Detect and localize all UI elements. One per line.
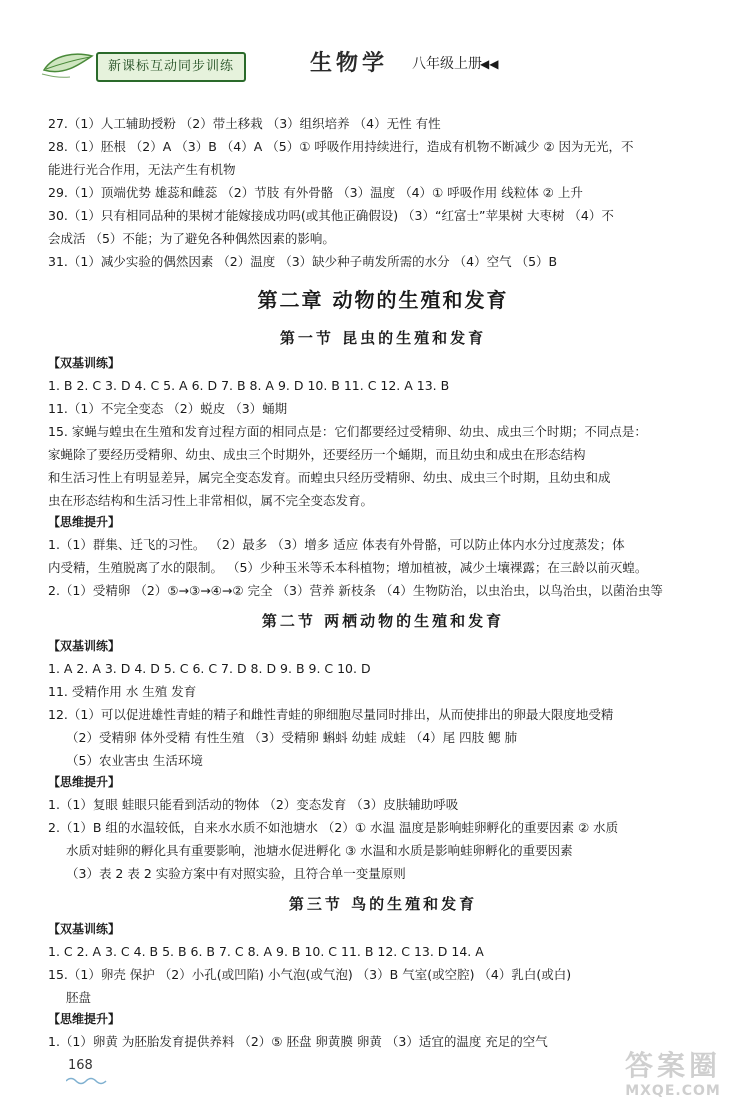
answer-line: 11.（1）不完全变态 （2）蜕皮 （3）蛹期 xyxy=(48,401,288,416)
subsection-label: 【思维提升】 xyxy=(48,515,121,529)
double-arrow-icon: ◀◀ xyxy=(480,57,499,71)
answer-line: 水质对蛙卵的孵化具有重要影响，池塘水促进孵化 ③ 水温和水质是影响蛙卵孵化的重要因素 xyxy=(66,843,573,858)
answer-line: 15.（1）卵壳 保护 （2）小孔(或凹陷) 小气泡(或气泡) （3）B 气室(或空腔) （4）乳白(或白) xyxy=(48,967,572,982)
page-header xyxy=(40,44,720,84)
answer-line: 1.（1）复眼 蛙眼只能看到活动的物体 （2）变态发育 （3）皮肤辅助呼吸 xyxy=(48,797,459,812)
wave-ornament-icon xyxy=(66,1076,110,1086)
section-title: 第二节 两栖动物的生殖和发育 xyxy=(261,612,505,630)
answer-line: 会成活 （5）不能；为了避免各种偶然因素的影响。 xyxy=(48,231,335,246)
answer-line: （3）表 2 表 2 实验方案中有对照实验，且符合单一变量原则 xyxy=(66,866,406,881)
watermark-logo: 答案圈 xyxy=(624,1049,721,1082)
answer-line: 27.（1）人工辅助授粉 （2）带土移栽 （3）组织培养 （4）无性 有性 xyxy=(48,116,441,131)
answer-line: 和生活习性上有明显差异，属完全变态发育。而蝗虫只经历受精卵、幼虫、成虫三个时期，且幼虫和成 xyxy=(48,470,611,485)
subsection-label: 【双基训练】 xyxy=(48,922,121,936)
series-banner: 新课标互动同步训练 xyxy=(96,52,246,82)
answer-line: 1.（1）卵黄 为胚胎发育提供养料 （2）⑤ 胚盘 卵黄膜 卵黄 （3）适宜的温度 充足的空气 xyxy=(48,1034,548,1049)
answer-line: 虫在形态结构和生活习性上非常相似，属不完全变态发育。 xyxy=(48,493,374,508)
chapter-title: 第二章 动物的生殖和发育 xyxy=(257,288,509,312)
grade-label: 八年级上册 xyxy=(412,56,482,72)
answer-line: 胚盘 xyxy=(66,990,92,1005)
watermark xyxy=(612,1050,734,1100)
answer-line: 31.（1）减少实验的偶然因素 （2）温度 （3）缺少种子萌发所需的水分 （4）空气 （5）B xyxy=(48,254,558,269)
answer-line: 家蝇除了要经历受精卵、幼虫、成虫三个时期外，还要经历一个蛹期，而且幼虫和成虫在形态结构 xyxy=(48,447,586,462)
section-title: 第三节 鸟的生殖和发育 xyxy=(288,895,478,913)
answer-line: （2）受精卵 体外受精 有性生殖 （3）受精卵 蝌蚪 幼蛙 成蛙 （4）尾 四肢 鳃 肺 xyxy=(66,730,518,745)
answer-line: 1.（1）群集、迁飞的习性。 （2）最多 （3）增多 适应 体表有外骨骼，可以防止体内水分过度蒸发；体 xyxy=(48,537,625,552)
answer-line: （5）农业害虫 生活环境 xyxy=(66,753,203,768)
subsection-label: 【思维提升】 xyxy=(48,1012,121,1026)
leaf-icon xyxy=(40,50,96,82)
answer-line: 2.（1）B 组的水温较低，自来水水质不如池塘水 （2）① 水温 温度是影响蛙卵孵化的重要因素 ② 水质 xyxy=(48,820,619,835)
answer-line: 能进行光合作用，无法产生有机物 xyxy=(48,162,236,177)
answer-line: 1. A 2. A 3. D 4. D 5. C 6. C 7. D 8. D 9. B 9. C 10. D xyxy=(48,661,371,676)
subject-title: 生物学 xyxy=(310,50,389,76)
answer-content xyxy=(48,112,718,1053)
answer-line: 11. 受精作用 水 生殖 发育 xyxy=(48,684,197,699)
answer-line: 内受精，生殖脱离了水的限制。 （5）少种玉米等禾本科植物；增加植被，减少土壤裸露；在三龄以前灭蝗。 xyxy=(48,560,648,575)
answer-line: 28.（1）胚根 （2）A （3）B （4）A （5）① 呼吸作用持续进行，造成有机物不断减少 ② 因为无光，不 xyxy=(48,139,634,154)
subsection-label: 【思维提升】 xyxy=(48,775,121,789)
page-number: 168 xyxy=(68,1058,93,1073)
answer-line: 12.（1）可以促进雄性青蛙的精子和雌性青蛙的卵细胞尽量同时排出，从而使排出的卵最大限度地受精 xyxy=(48,707,614,722)
section-title: 第一节 昆虫的生殖和发育 xyxy=(279,329,487,347)
subsection-label: 【双基训练】 xyxy=(48,356,121,370)
answer-line: 2.（1）受精卵 （2）⑤→③→④→② 完全 （3）营养 新枝条 （4）生物防治，以虫治虫，以鸟治虫，以菌治虫等 xyxy=(48,583,663,598)
answer-line: 29.（1）顶端优势 雄蕊和雌蕊 （2）节肢 有外骨骼 （3）温度 （4）① 呼吸作用 线粒体 ② 上升 xyxy=(48,185,583,200)
answer-line: 15. 家蝇与蝗虫在生殖和发育过程方面的相同点是：它们都要经过受精卵、幼虫、成虫三个时期；不同点是： xyxy=(48,424,647,439)
subsection-label: 【双基训练】 xyxy=(48,639,121,653)
answer-line: 30.（1）只有相同品种的果树才能嫁接成功吗(或其他正确假设) （3）“红富士”苹果树 大枣树 （4）不 xyxy=(48,208,614,223)
watermark-url: MXQE.COM xyxy=(625,1083,721,1099)
answer-line: 1. C 2. A 3. C 4. B 5. B 6. B 7. C 8. A 9. B 10. C 11. B 12. C 13. D 14. A xyxy=(48,944,484,959)
answer-line: 1. B 2. C 3. D 4. C 5. A 6. D 7. B 8. A 9. D 10. B 11. C 12. A 13. B xyxy=(48,378,450,393)
